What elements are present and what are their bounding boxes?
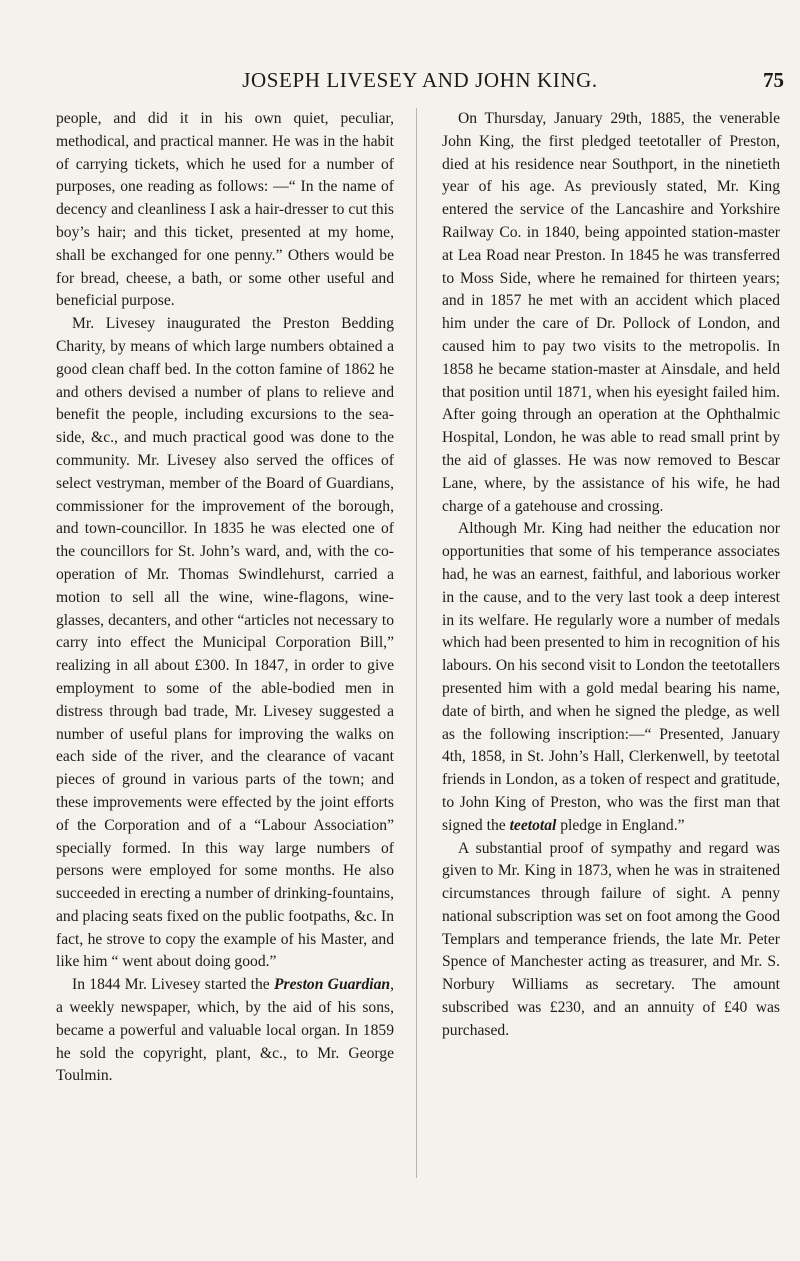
- paragraph-livesey-tickets: people, and did it in his own quiet, peculiar, methodical, and practical manner. He was in the habit of carrying tickets, which he used for a number of purposes, one reading as follows: —“ In the name of decency and cleanliness I ask a hair-dresser to cut this boy’s hair; and this ticket, presented at my home, shall be exchanged for one penny.” Others would be for bread, cheese, a bath, or some other useful and beneficial purpose.: [56, 110, 394, 310]
- text-run: , a weekly newspaper, which, by the aid of his sons, became a powerful and valuable local organ. In 1859 he sold the copyright, plant, &c., to Mr. George Toulmin.: [56, 976, 394, 1085]
- paragraph-king-death: On Thursday, January 29th, 1885, the venerable John King, the first pledged teetotaller of Preston, died at his residence near Southport, in the ninetieth year of his age. As previously stated, Mr. King entered the service of the Lancashire and Yorkshire Railway Co. in 1840, being appointed station-master at Lea Road near Preston. In 1845 he was transferred to Moss Side, where he remained for thirteen years; and in 1857 he met with an accident which placed him under the care of Dr. Pollock of London, and caused him to pay two visits to the metropolis. In 1858 he became station-master at Ainsdale, and held that position until 1871, when his eyesight failed him. After going through an operation at the Ophthalmic Hospital, London, he was able to read small print by the aid of glasses. He was now removed to Bescar Lane, where, by the assistance of his wife, he had charge of a gatehouse and crossing.: [442, 110, 780, 515]
- paragraph-king-medals: [442, 518, 780, 837]
- emphasized-word: teetotal: [509, 816, 557, 834]
- paragraph-livesey-newspaper: [56, 974, 394, 1088]
- text-run: In 1844 Mr. Livesey started the: [72, 976, 274, 994]
- left-column: [56, 108, 394, 1088]
- page-number: 75: [763, 68, 784, 92]
- right-column: [442, 108, 780, 1043]
- paragraph-king-subscription: A substantial proof of sympathy and regard was given to Mr. King in 1873, when he was in straitened circumstances through failure of sight. A penny national subscription was set on foot among the Good Templars and temperance friends, the late Mr. Peter Spence of Manchester acting as treasurer, and Mr. S. Norbury Williams as secretary. The amount subscribed was £230, and an annuity of £40 was purchased.: [442, 839, 780, 1039]
- text-run: pledge in England.”: [556, 816, 685, 834]
- running-head: [56, 66, 784, 94]
- paragraph-livesey-charity: Mr. Livesey inaugurated the Preston Bedding Charity, by means of which large numbers obtained a good clean chaff bed. In the cotton famine of 1862 he and others devised a number of plans to relieve and benefit the people, including excursions to the sea-side, &c., and much practical good was done to the community. Mr. Livesey also served the offices of select vestryman, member of the Board of Guardians, commissioner for the improvement of the borough, and town-councillor. In 1835 he was elected one of the councillors for St. John’s ward, and, with the co-operation of Mr. Thomas Swindlehurst, carried a motion to sell all the wine, wine-flagons, wine-glasses, decanters, and other “articles not necessary to carry into effect the Municipal Corporation Bill,” realizing in all about £300. In 1847, in order to give employment to some of the able-bodied men in distress through bad trade, Mr. Livesey suggested a number of useful plans for improving the walks on each side of the river, and the clearance of vacant pieces of ground in various parts of the town; and these improvements were effected by the joint efforts of the Corporation and of a “Labour Association” specially formed. In this way large numbers of persons were employed for some months. He also succeeded in erecting a number of drinking-fountains, and placing seats fixed on the public footpaths, &c. In fact, he strove to copy the example of his Master, and like him “ went about doing good.”: [56, 315, 394, 971]
- text-run: Although Mr. King had neither the education nor opportunities that some of his temperance associates had, he was an earnest, faithful, and laborious worker in the cause, and to the very last took a deep interest in its welfare. He regularly wore a number of medals which had been presented to him in recognition of his labours. On his second visit to London the teetotallers presented him with a gold medal bearing his name, date of birth, and when he signed the pledge, as well as the following inscription:—“ Presented, January 4th, 1858, in St. John’s Hall, Clerkenwell, by teetotal friends in London, as a token of respect and gratitude, to John King of Preston, who was the first man that signed the: [442, 520, 780, 834]
- running-title: JOSEPH LIVESEY AND JOHN KING.: [242, 68, 598, 92]
- newspaper-title: Preston Guardian: [274, 976, 391, 994]
- column-divider: [416, 108, 417, 1178]
